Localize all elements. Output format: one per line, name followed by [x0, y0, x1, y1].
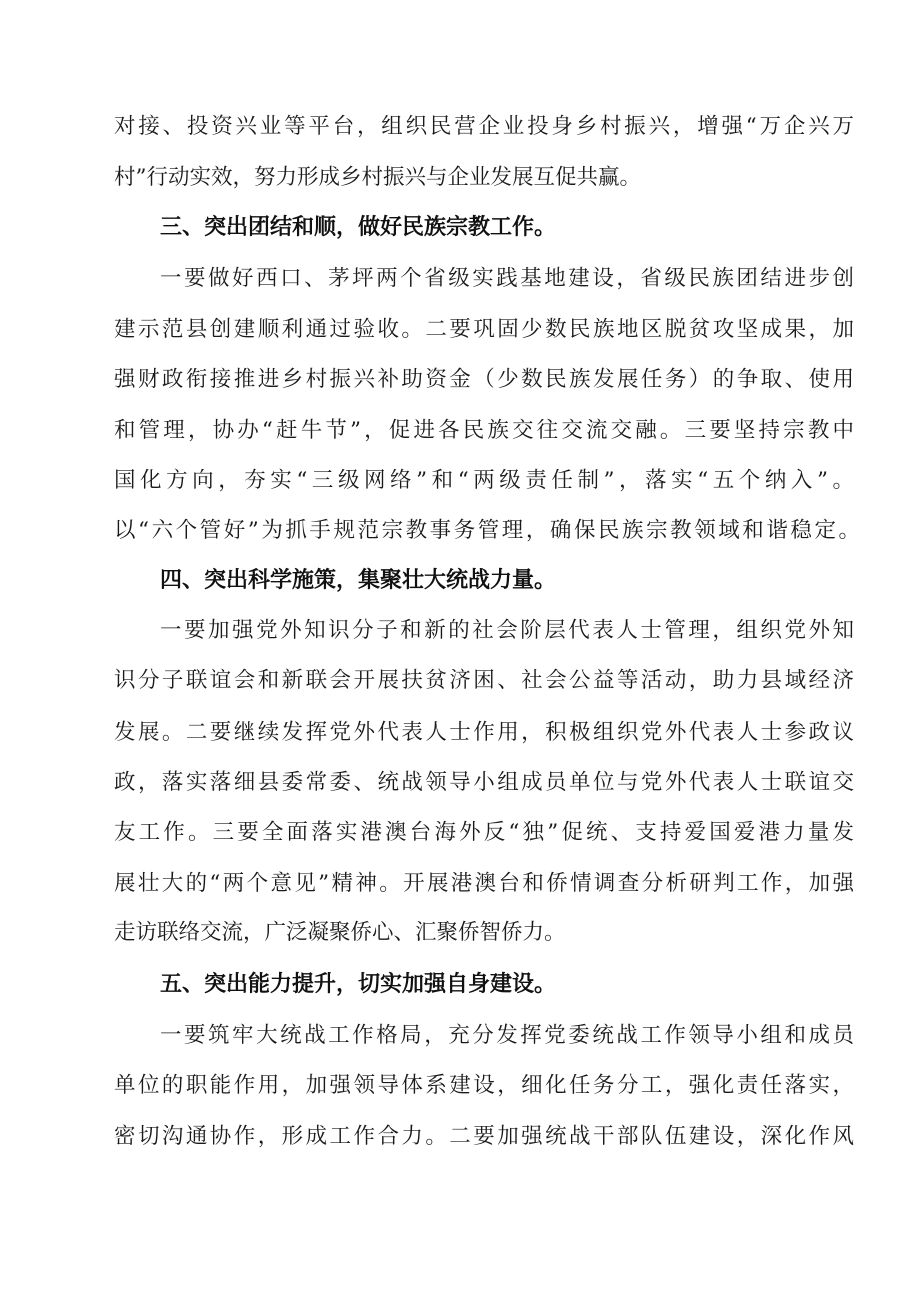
paragraph-line: 发展。二要继续发挥党外代表人士作用，积极组织党外代表人士参政议	[114, 720, 854, 745]
paragraph-line: 友工作。三要全面落实港澳台海外反“独”促统、支持爱国爱港力量发	[114, 820, 854, 845]
paragraph-line: 一要加强党外知识分子和新的社会阶层代表人士管理，组织党外知	[160, 618, 854, 643]
paragraph-line: 国化方向，夯实“三级网络”和“两级责任制”，落实“五个纳入”。	[114, 468, 854, 493]
paragraph-line: 对接、投资兴业等平台，组织民营企业投身乡村振兴，增强“万企兴万	[114, 114, 854, 139]
paragraph-line: 和管理，协办“赶牛节”，促进各民族交往交流交融。三要坚持宗教中	[114, 418, 854, 443]
paragraph-line: 走访联络交流，广泛凝聚侨心、汇聚侨智侨力。	[114, 920, 566, 945]
paragraph-line: 建示范县创建顺利通过验收。二要巩固少数民族地区脱贫攻坚成果，加	[114, 317, 854, 342]
paragraph-line: 展壮大的“两个意见”精神。开展港澳台和侨情调查分析研判工作，加强	[114, 871, 854, 896]
paragraph-line: 强财政衔接推进乡村振兴补助资金（少数民族发展任务）的争取、使用	[114, 367, 854, 392]
paragraph-line: 密切沟通协作，形成工作合力。二要加强统战干部队伍建设，深化作风	[114, 1124, 854, 1149]
section-heading-3: 三、突出团结和顺，做好民族宗教工作。	[160, 215, 557, 240]
paragraph-line: 单位的职能作用，加强领导体系建设，细化任务分工，强化责任落实，	[114, 1073, 854, 1098]
paragraph-line: 识分子联谊会和新联会开展扶贫济困、社会公益等活动，助力县域经济	[114, 668, 854, 693]
section-heading-4: 四、突出科学施策，集聚壮大统战力量。	[160, 568, 557, 593]
section-heading-5: 五、突出能力提升，切实加强自身建设。	[160, 972, 557, 997]
paragraph-line: 以“六个管好”为抓手规范宗教事务管理，确保民族宗教领域和谐稳定。	[114, 518, 860, 543]
paragraph-line: 一要做好西口、茅坪两个省级实践基地建设，省级民族团结进步创	[160, 266, 854, 291]
paragraph-line: 一要筑牢大统战工作格局，充分发挥党委统战工作领导小组和成员	[160, 1023, 854, 1048]
paragraph-line: 村”行动实效，努力形成乡村振兴与企业发展互促共赢。	[114, 165, 641, 190]
paragraph-line: 政，落实落细县委常委、统战领导小组成员单位与党外代表人士联谊交	[114, 770, 854, 795]
